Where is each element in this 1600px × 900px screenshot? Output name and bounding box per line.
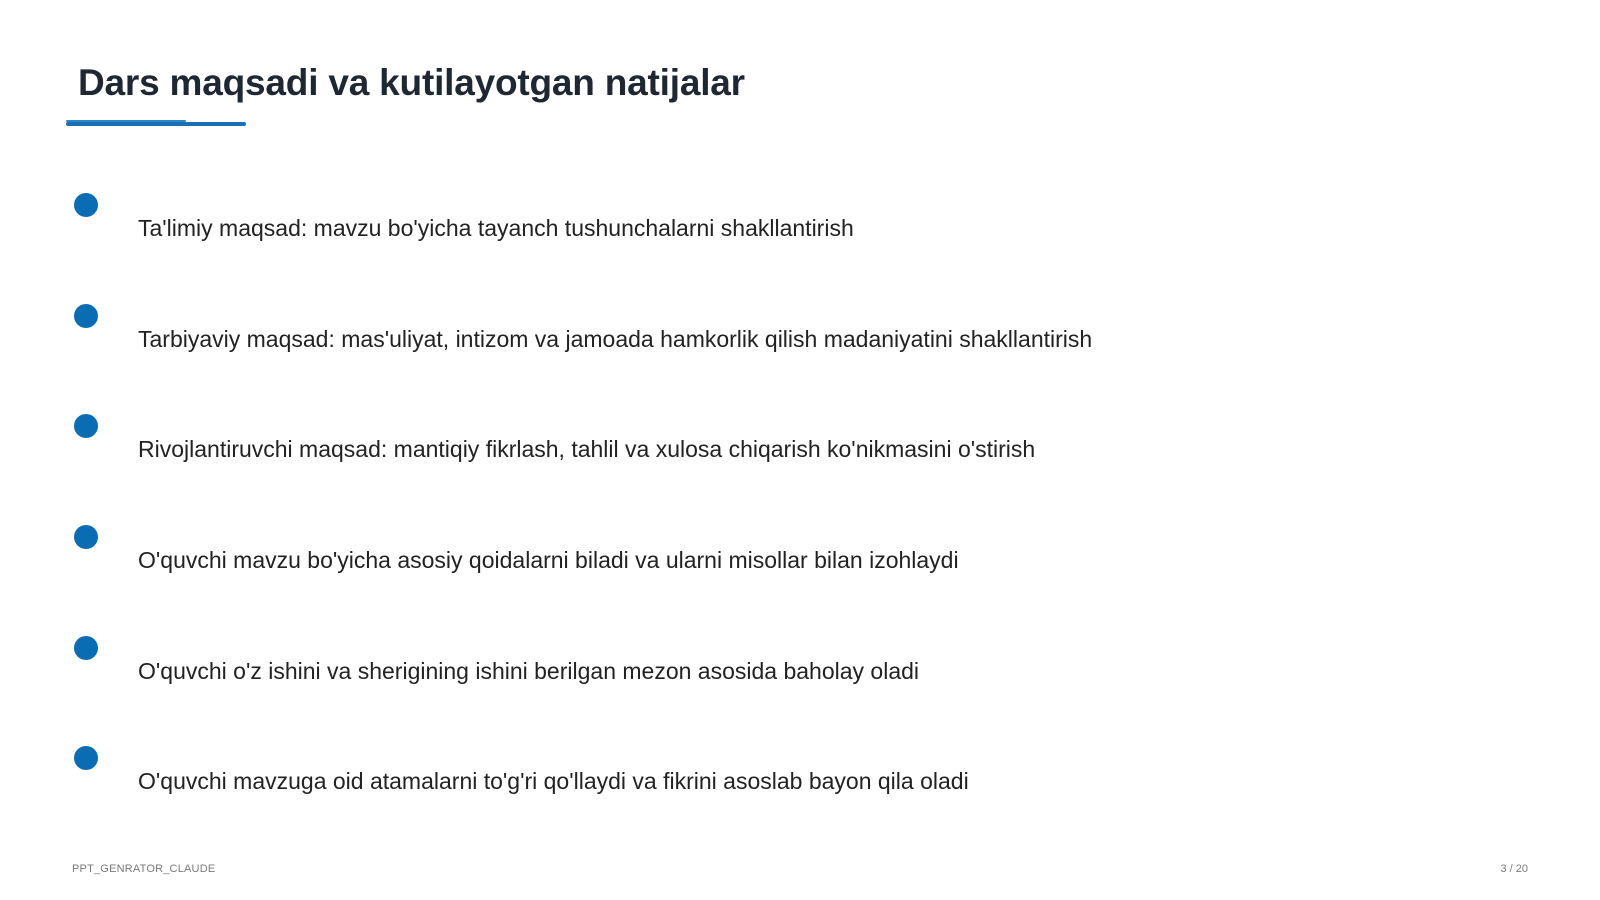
list-item	[72, 414, 1472, 474]
list-item	[72, 304, 1472, 364]
bullet-text: O'quvchi mavzu bo'yicha asosiy qoidalarni biladi va ularni misollar bilan izohlaydi	[138, 547, 959, 573]
bullet-text: Tarbiyaviy maqsad: mas'uliyat, intizom va jamoada hamkorlik qilish madaniyatini shakllantirish	[138, 326, 1093, 352]
bullet-dot-icon	[74, 525, 98, 549]
bullet-dot-icon	[74, 636, 98, 660]
footer-label: PPT_GENRATOR_CLAUDE	[72, 863, 216, 875]
bullet-text: Rivojlantiruvchi maqsad: mantiqiy fikrlash, tahlil va xulosa chiqarish ko'nikmasini o'stirish	[138, 436, 1036, 462]
bullet-dot-icon	[74, 304, 98, 328]
bullet-text: O'quvchi o'z ishini va sherigining ishini berilgan mezon asosida baholay oladi	[138, 658, 920, 684]
bullet-dot-icon	[74, 193, 98, 217]
bullet-text: O'quvchi mavzuga oid atamalarni to'g'ri qo'llaydi va fikrini asoslab bayon qila oladi	[138, 768, 969, 794]
page-number: 3 / 20	[1500, 863, 1528, 875]
list-item	[72, 193, 1472, 253]
bullet-dot-icon	[74, 746, 98, 770]
slide-title: Dars maqsadi va kutilayotgan natijalar	[78, 62, 745, 103]
bullet-dot-icon	[74, 414, 98, 438]
list-item	[72, 636, 1472, 696]
list-item	[72, 746, 1472, 806]
bullet-text: Ta'limiy maqsad: mavzu bo'yicha tayanch tushunchalarni shakllantirish	[138, 215, 854, 241]
list-item	[72, 525, 1472, 585]
